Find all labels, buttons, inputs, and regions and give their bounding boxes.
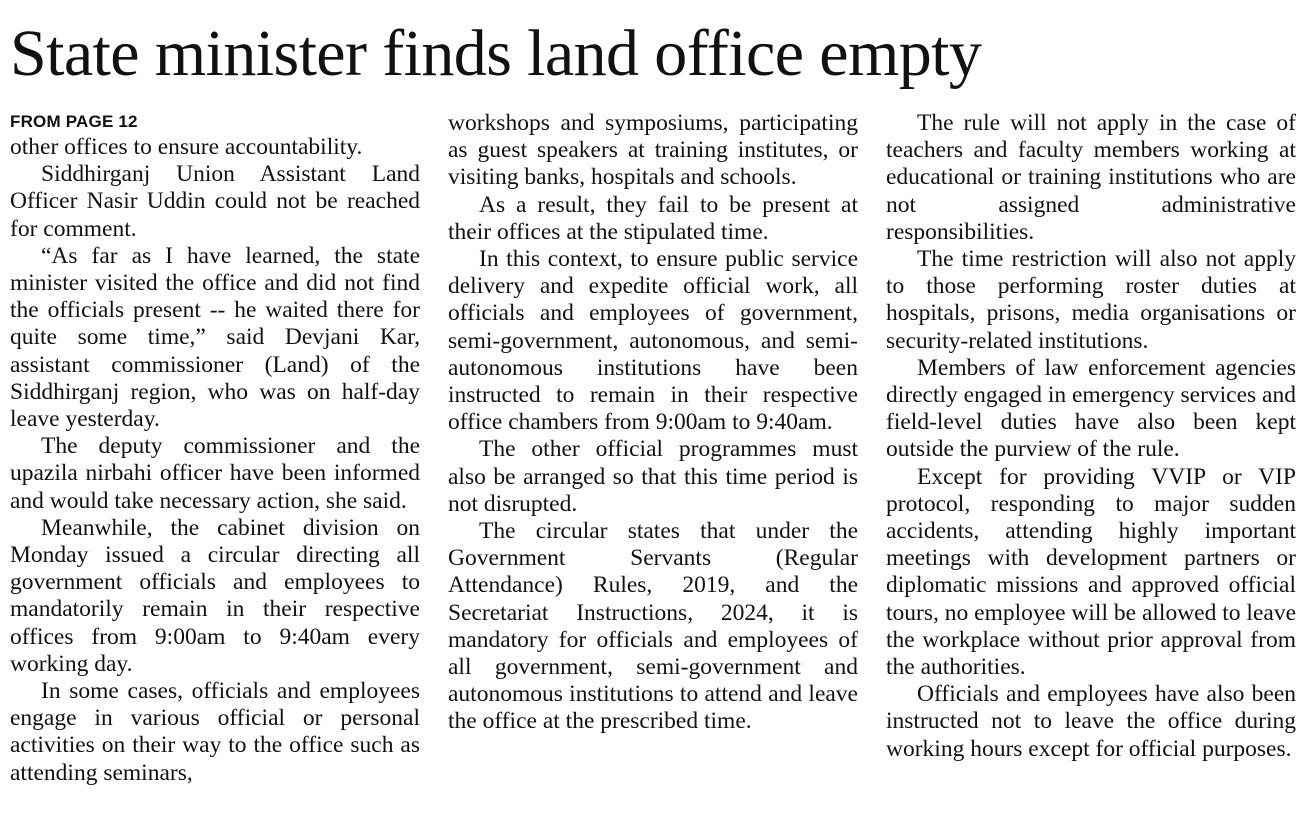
paragraph: The deputy commissioner and the upazila nirbahi officer have been informed and would take necessary action, she said. [10,433,420,514]
paragraph: Officials and employees have also been instructed not to leave the office during working hours except for official purposes. [886,681,1296,762]
paragraph: other offices to ensure accountability. [10,134,363,160]
paragraph: Members of law enforcement agencies directly engaged in emergency services and field-level duties have also been kept outside the purview of the rule. [886,354,1296,463]
continued-from-kicker: FROM PAGE 12 [10,112,138,131]
paragraph: In some cases, officials and employees engage in various official or personal activities on their way to the office such as attending seminars, [10,678,420,786]
article-column-1 [10,110,420,787]
paragraph: workshops and symposiums, participating as guest speakers at training institutes, or visiting banks, hospitals and schools. [448,110,858,191]
paragraph: The time restriction will also not apply to those performing roster duties at hospitals, prisons, media organisations or security-related institutions. [886,246,1296,354]
paragraph: Siddhirganj Union Assistant Land Officer Nasir Uddin could not be reached for comment. [10,161,420,242]
article-column-3 [886,110,1296,763]
paragraph: Meanwhile, the cabinet division on Monday issued a circular directing all government officials and employees to mandatorily remain in their respective offices from 9:00am to 9:40am every working day. [10,514,420,677]
article-headline: State minister finds land office empty [10,17,982,90]
paragraph: “As far as I have learned, the state minister visited the office and did not find the officials present -- he waited there for quite some time,” said Devjani Kar, assistant commissioner (Land) of the Siddhirganj region, who was on half-day leave yesterday. [10,242,420,433]
paragraph: Except for providing VVIP or VIP protocol, responding to major sudden accidents, attending highly important meetings with development partners or diplomatic missions and approved official tours, no employee will be allowed to leave the workplace without prior approval from the authorities. [886,463,1296,681]
paragraph: In this context, to ensure public service delivery and expedite official work, all officials and employees of government, semi-government, autonomous, and semi-autonomous institutions have been instructed to remain in their respective office chambers from 9:00am to 9:40am. [448,246,858,436]
article-column-2 [448,110,858,736]
paragraph: The circular states that under the Government Servants (Regular Attendance) Rules, 2019, and the Secretariat Instructions, 2024, it is mandatory for officials and employees of all government, semi-government and autonomous institutions to attend and leave the office at the prescribed time. [448,518,858,735]
paragraph: The other official programmes must also be arranged so that this time period is not disrupted. [448,436,858,517]
paragraph: As a result, they fail to be present at their offices at the stipulated time. [448,191,858,245]
paragraph: The rule will not apply in the case of teachers and faculty members working at educational or training institutions who are not assigned administrative responsibilities. [886,110,1296,245]
